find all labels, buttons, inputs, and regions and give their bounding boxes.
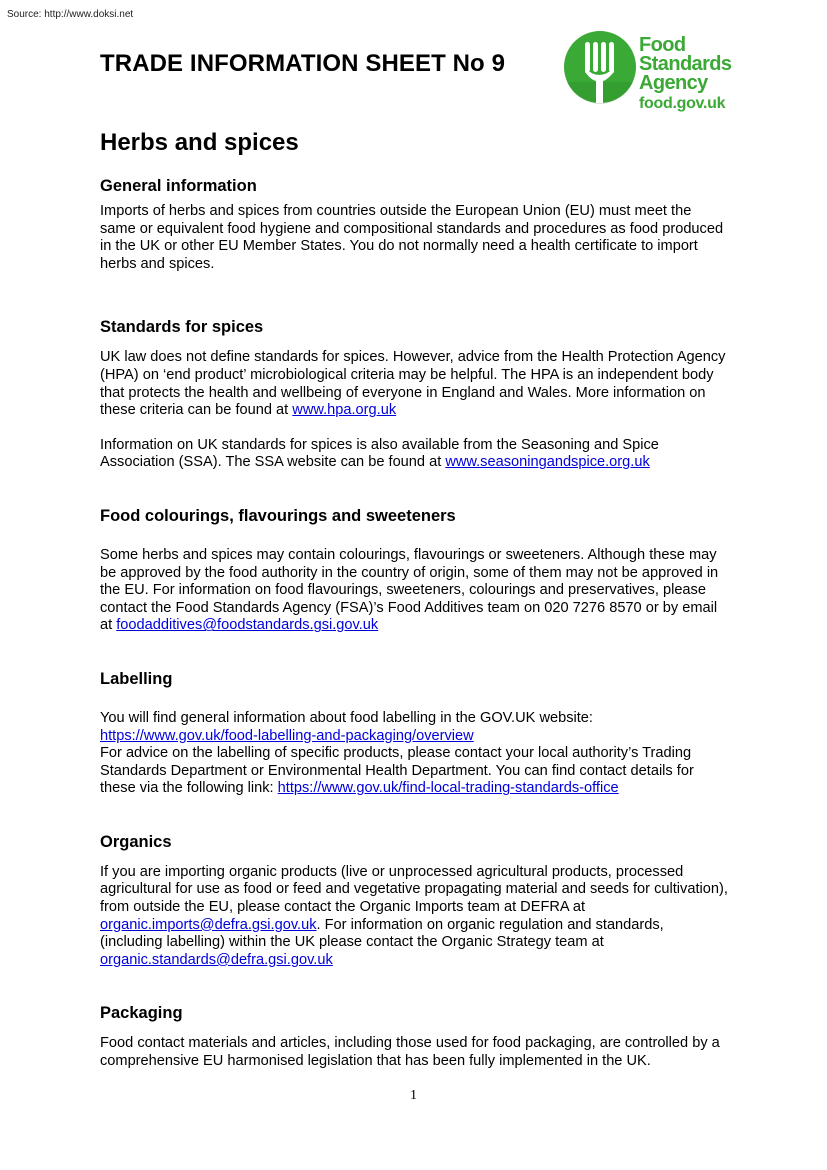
- paragraph-text: . For information on organic regulation and standards, (including labelling) within the UK please contact the Organic Strategy team at: [100, 916, 664, 951]
- organic-imports-email-link[interactable]: organic.imports@defra.gsi.gov.uk: [100, 916, 317, 933]
- section-organics: [100, 832, 730, 970]
- sheet-title: TRADE INFORMATION SHEET No 9: [100, 50, 506, 77]
- logo-line-agency: Agency: [639, 72, 708, 94]
- fsa-logo: [563, 28, 743, 123]
- logo-line-food: Food: [639, 34, 686, 56]
- source-label: Source: http://www.doksi.net: [7, 9, 134, 20]
- paragraph-text: You will find general information about food labelling in the GOV.UK website:: [100, 709, 593, 726]
- page-number: 1: [410, 1088, 417, 1103]
- paragraph-text: Some herbs and spices may contain colourings, flavourings or sweeteners. Although these may be approved by the food authority in the country of origin, some of them may not be approved in the EU. For information on food flavourings, sweeteners, colourings and preservatives, please contact the Food Standards Agency (FSA)’s Food Additives team on 020 7276 8570 or by email at: [100, 546, 719, 634]
- document-title: Herbs and spices: [100, 129, 299, 156]
- gov-uk-labelling-link[interactable]: https://www.gov.uk/food-labelling-and-packaging/overview: [100, 727, 474, 744]
- logo-line-standards: Standards: [639, 53, 732, 75]
- section-paragraph: [100, 710, 730, 798]
- section-paragraph: [100, 349, 730, 419]
- paragraph-text: If you are importing organic products (live or unprocessed agricultural products, processed agricultural for use as food or feed and vegetative propagating material and seeds for cultivation), from outside the EU, please contact the Organic Imports team at DEFRA at: [100, 863, 728, 916]
- section-colourings: [100, 506, 730, 635]
- section-packaging: [100, 1003, 730, 1070]
- ssa-link[interactable]: www.seasoningandspice.org.uk: [445, 454, 650, 471]
- section-heading: Labelling: [100, 669, 173, 688]
- trading-standards-link[interactable]: https://www.gov.uk/find-local-trading-standards-office: [277, 780, 619, 797]
- section-paragraph: [100, 437, 730, 472]
- section-labelling: [100, 669, 730, 798]
- section-general: [100, 176, 730, 273]
- section-paragraph: [100, 547, 730, 635]
- section-heading: Food colourings, flavourings and sweeteners: [100, 506, 456, 525]
- section-paragraph: Imports of herbs and spices from countries outside the European Union (EU) must meet the same or equivalent food hygiene and compositional standards and procedures as food produced in the UK or other EU Member States. You do not normally need a health certificate to import herbs and spices.: [100, 203, 724, 272]
- section-paragraph: Food contact materials and articles, including those used for food packaging, are controlled by a comprehensive EU harmonised legislation that has been fully implemented in the UK.: [100, 1035, 720, 1070]
- section-heading: Organics: [100, 832, 172, 851]
- section-heading: Packaging: [100, 1004, 183, 1023]
- paragraph-text: UK law does not define standards for spices. However, advice from the Health Protection Agency (HPA) on ‘end product’ microbiological criteria may be helpful. The HPA is an independent body that protects the health and wellbeing of everyone in England and Wales. More information on these criteria can be found at: [100, 349, 726, 419]
- section-heading: Standards for spices: [100, 318, 264, 337]
- section-paragraph: [100, 864, 730, 970]
- hpa-link[interactable]: www.hpa.org.uk: [292, 402, 397, 419]
- organic-standards-email-link[interactable]: organic.standards@defra.gsi.gov.uk: [100, 951, 333, 968]
- food-additives-email-link[interactable]: foodadditives@foodstandards.gsi.gov.uk: [116, 617, 379, 634]
- paragraph-text: Information on UK standards for spices is also available from the Seasoning and Spice Association (SSA). The SSA website can be found at: [100, 436, 659, 471]
- section-heading: General information: [100, 177, 257, 195]
- document-body: [100, 128, 730, 1071]
- fork-in-circle-icon: [563, 30, 637, 104]
- logo-wordmark: [639, 36, 731, 113]
- paragraph-text: For advice on the labelling of specific products, please contact your local authority’s Trading Standards Department or Environmental Health Department. You can find contact details for these via the following link:: [100, 745, 694, 797]
- section-standards: [100, 317, 730, 472]
- logo-line-url: food.gov.uk: [639, 95, 726, 112]
